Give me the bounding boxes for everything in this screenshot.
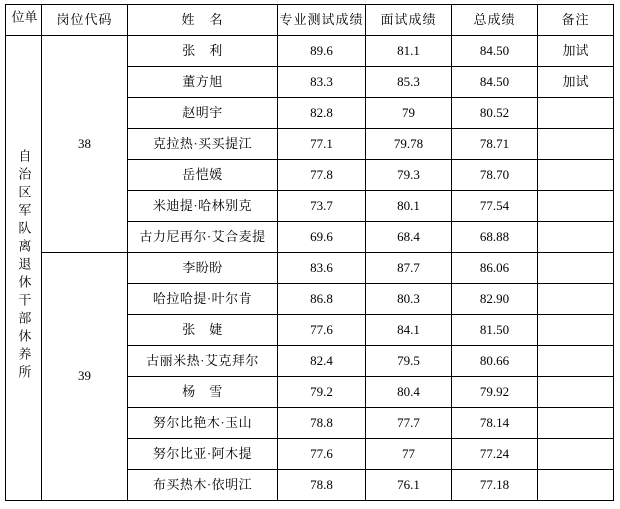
cell-remark [538,191,614,222]
cell-total-score: 77.24 [452,439,538,470]
cell-remark [538,315,614,346]
cell-remark [538,470,614,501]
cell-total-score: 80.52 [452,98,538,129]
cell-written-score: 78.8 [278,408,366,439]
cell-written-score: 86.8 [278,284,366,315]
cell-name: 李盼盼 [128,253,278,284]
cell-written-score: 78.8 [278,470,366,501]
header-interview-score: 面试成绩 [366,5,452,36]
score-table-sheet [0,4,620,509]
cell-remark [538,98,614,129]
cell-interview-score: 80.1 [366,191,452,222]
table-body [6,36,614,501]
cell-total-score: 84.50 [452,67,538,98]
cell-name: 努尔比艳木·玉山 [128,408,278,439]
cell-remark [538,129,614,160]
header-total-score: 总成绩 [452,5,538,36]
cell-remark [538,253,614,284]
cell-total-score: 68.88 [452,222,538,253]
cell-interview-score: 77.7 [366,408,452,439]
cell-remark [538,346,614,377]
cell-interview-score: 80.3 [366,284,452,315]
table-row [6,253,614,284]
cell-interview-score: 79.5 [366,346,452,377]
cell-written-score: 77.1 [278,129,366,160]
cell-name: 古丽米热·艾克拜尔 [128,346,278,377]
cell-total-score: 78.71 [452,129,538,160]
cell-written-score: 77.6 [278,315,366,346]
cell-remark: 加试 [538,36,614,67]
cell-name: 米迪提·哈林别克 [128,191,278,222]
cell-interview-score: 79 [366,98,452,129]
cell-name: 克拉热·买买提江 [128,129,278,160]
cell-written-score: 79.2 [278,377,366,408]
score-table [5,4,614,501]
cell-interview-score: 87.7 [366,253,452,284]
cell-name: 布买热木·依明江 [128,470,278,501]
cell-name: 岳恺媛 [128,160,278,191]
cell-name: 赵明宇 [128,98,278,129]
header-unit-label: 单位 [9,9,38,27]
cell-post-code: 38 [42,36,128,253]
cell-name: 张 婕 [128,315,278,346]
cell-post-code: 39 [42,253,128,501]
cell-interview-score: 80.4 [366,377,452,408]
header-written-score: 专业测试成绩 [278,5,366,36]
cell-name: 董方旭 [128,67,278,98]
cell-total-score: 86.06 [452,253,538,284]
cell-remark [538,439,614,470]
unit-label: 自治区军队离退休干部休养所 [16,149,32,384]
cell-total-score: 78.70 [452,160,538,191]
cell-total-score: 77.54 [452,191,538,222]
cell-name: 杨 雪 [128,377,278,408]
cell-name: 古力尼再尔·艾合麦提 [128,222,278,253]
cell-written-score: 73.7 [278,191,366,222]
cell-written-score: 83.3 [278,67,366,98]
cell-written-score: 82.4 [278,346,366,377]
cell-remark [538,408,614,439]
cell-interview-score: 84.1 [366,315,452,346]
header-remark: 备注 [538,5,614,36]
cell-written-score: 82.8 [278,98,366,129]
cell-total-score: 81.50 [452,315,538,346]
cell-total-score: 79.92 [452,377,538,408]
cell-total-score: 77.18 [452,470,538,501]
cell-unit [6,36,42,501]
cell-name: 努尔比亚·阿木提 [128,439,278,470]
cell-remark [538,222,614,253]
cell-interview-score: 85.3 [366,67,452,98]
cell-interview-score: 68.4 [366,222,452,253]
header-name: 姓 名 [128,5,278,36]
cell-written-score: 83.6 [278,253,366,284]
cell-total-score: 78.14 [452,408,538,439]
cell-total-score: 82.90 [452,284,538,315]
cell-remark [538,160,614,191]
cell-written-score: 77.6 [278,439,366,470]
table-header [6,5,614,36]
table-row [6,36,614,67]
cell-interview-score: 77 [366,439,452,470]
cell-written-score: 89.6 [278,36,366,67]
cell-name: 张 利 [128,36,278,67]
cell-total-score: 80.66 [452,346,538,377]
cell-name: 哈拉哈提·叶尔肯 [128,284,278,315]
cell-interview-score: 79.3 [366,160,452,191]
cell-remark: 加试 [538,67,614,98]
header-row [6,5,614,36]
cell-interview-score: 79.78 [366,129,452,160]
header-unit [6,5,42,36]
cell-written-score: 77.8 [278,160,366,191]
cell-written-score: 69.6 [278,222,366,253]
cell-remark [538,377,614,408]
header-post-code: 岗位代码 [42,5,128,36]
cell-remark [538,284,614,315]
cell-interview-score: 76.1 [366,470,452,501]
cell-total-score: 84.50 [452,36,538,67]
cell-interview-score: 81.1 [366,36,452,67]
